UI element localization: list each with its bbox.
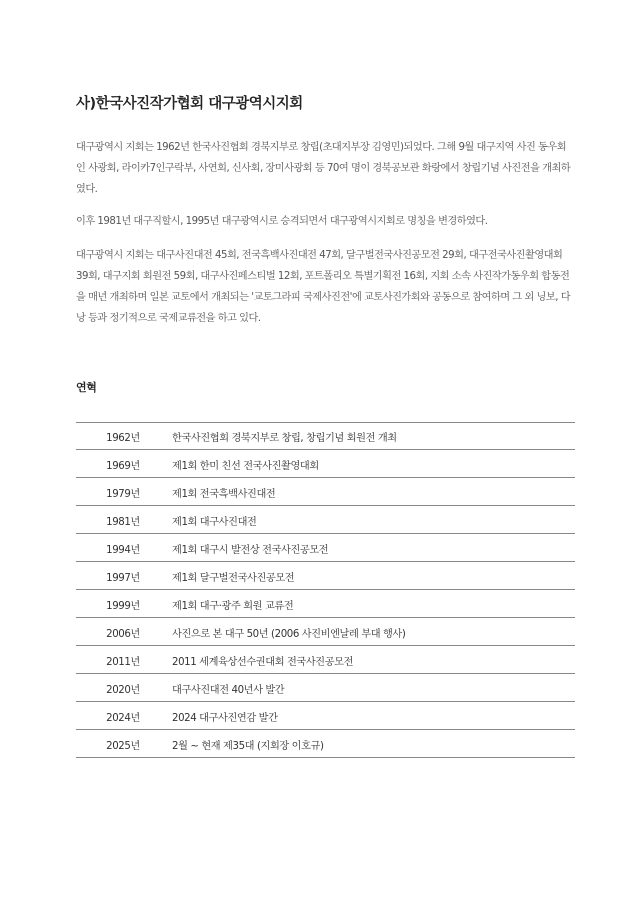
history-event: 2024 대구사진연감 발간 [172, 712, 278, 724]
table-row [76, 535, 575, 562]
history-heading: 연혁 [76, 381, 97, 394]
table-row [76, 647, 575, 674]
history-year: 1969년 [106, 460, 140, 472]
table-row [76, 507, 575, 534]
history-year: 2025년 [106, 740, 140, 752]
history-table [76, 422, 575, 759]
history-event: 제1회 전국흑백사진대전 [172, 488, 276, 500]
table-row [76, 423, 575, 450]
history-year: 2006년 [106, 628, 140, 640]
history-event: 제1회 대구사진대전 [172, 516, 257, 528]
history-event: 사진으로 본 대구 50년 (2006 사진비엔날레 부대 행사) [172, 628, 406, 640]
table-row [76, 703, 575, 730]
history-year: 2020년 [106, 684, 140, 696]
rename-paragraph: 이후 1981년 대구직할시, 1995년 대구광역시로 승격되면서 대구광역시지회로 명칭을 변경하였다. [76, 216, 488, 227]
history-year: 1962년 [106, 432, 140, 444]
history-event: 2월 ~ 현재 제35대 (지회장 이호규) [172, 740, 324, 752]
history-year: 2024년 [106, 712, 140, 724]
history-year: 1981년 [106, 516, 140, 528]
history-year: 2011년 [106, 656, 140, 668]
history-event: 제1회 달구벌전국사진공모전 [172, 572, 295, 584]
history-event: 제1회 한미 친선 전국사진촬영대회 [172, 460, 319, 472]
history-event: 대구사진대전 40년사 발간 [172, 684, 285, 696]
intro-paragraph: 대구광역시 지회는 1962년 한국사진협회 경북지부로 창립(초대지부장 김영민)되었다. 그해 9월 대구지역 사진 동우회인 사광회, 라이카7인구락부, 사연회, 신사회, 장미사광회 등 70여 명이 경북공보관 화랑에서 창립기념 사진전을 개최하였다. [76, 142, 571, 195]
history-year: 1994년 [106, 544, 140, 556]
table-row [76, 591, 575, 618]
history-event: 제1회 대구·광주 회원 교류전 [172, 600, 294, 612]
history-event: 2011 세계육상선수권대회 전국사진공모전 [172, 656, 354, 668]
table-row [76, 451, 575, 478]
table-row [76, 479, 575, 506]
history-event: 제1회 대구시 발전상 전국사진공모전 [172, 544, 329, 556]
history-event: 한국사진협회 경북지부로 창립, 창립기념 회원전 개최 [172, 432, 397, 444]
table-row [76, 619, 575, 646]
page-title: 사)한국사진작가협회 대구광역시지회 [76, 96, 303, 112]
history-year: 1997년 [106, 572, 140, 584]
history-year: 1999년 [106, 600, 140, 612]
table-row [76, 563, 575, 590]
table-row [76, 731, 575, 758]
history-year: 1979년 [106, 488, 140, 500]
table-row [76, 675, 575, 702]
activities-paragraph: 대구광역시 지회는 대구사진대전 45회, 전국흑백사진대전 47회, 달구벌전국사진공모전 29회, 대구전국사진촬영대회 39회, 대구지회 회원전 59회, 대구사진페스티벌 12회, 포트폴리오 특별기획전 16회, 지회 소속 사진작가동우회 합동전을 매년 개최하며 일본 교토에서 개최되는 '교토그라피 국제사진전'에 교토사진가회와 공동으로 참여하며 그 외 닝보, 다낭 등과 정기적으로 국제교류전을 하고 있다. [76, 250, 571, 324]
